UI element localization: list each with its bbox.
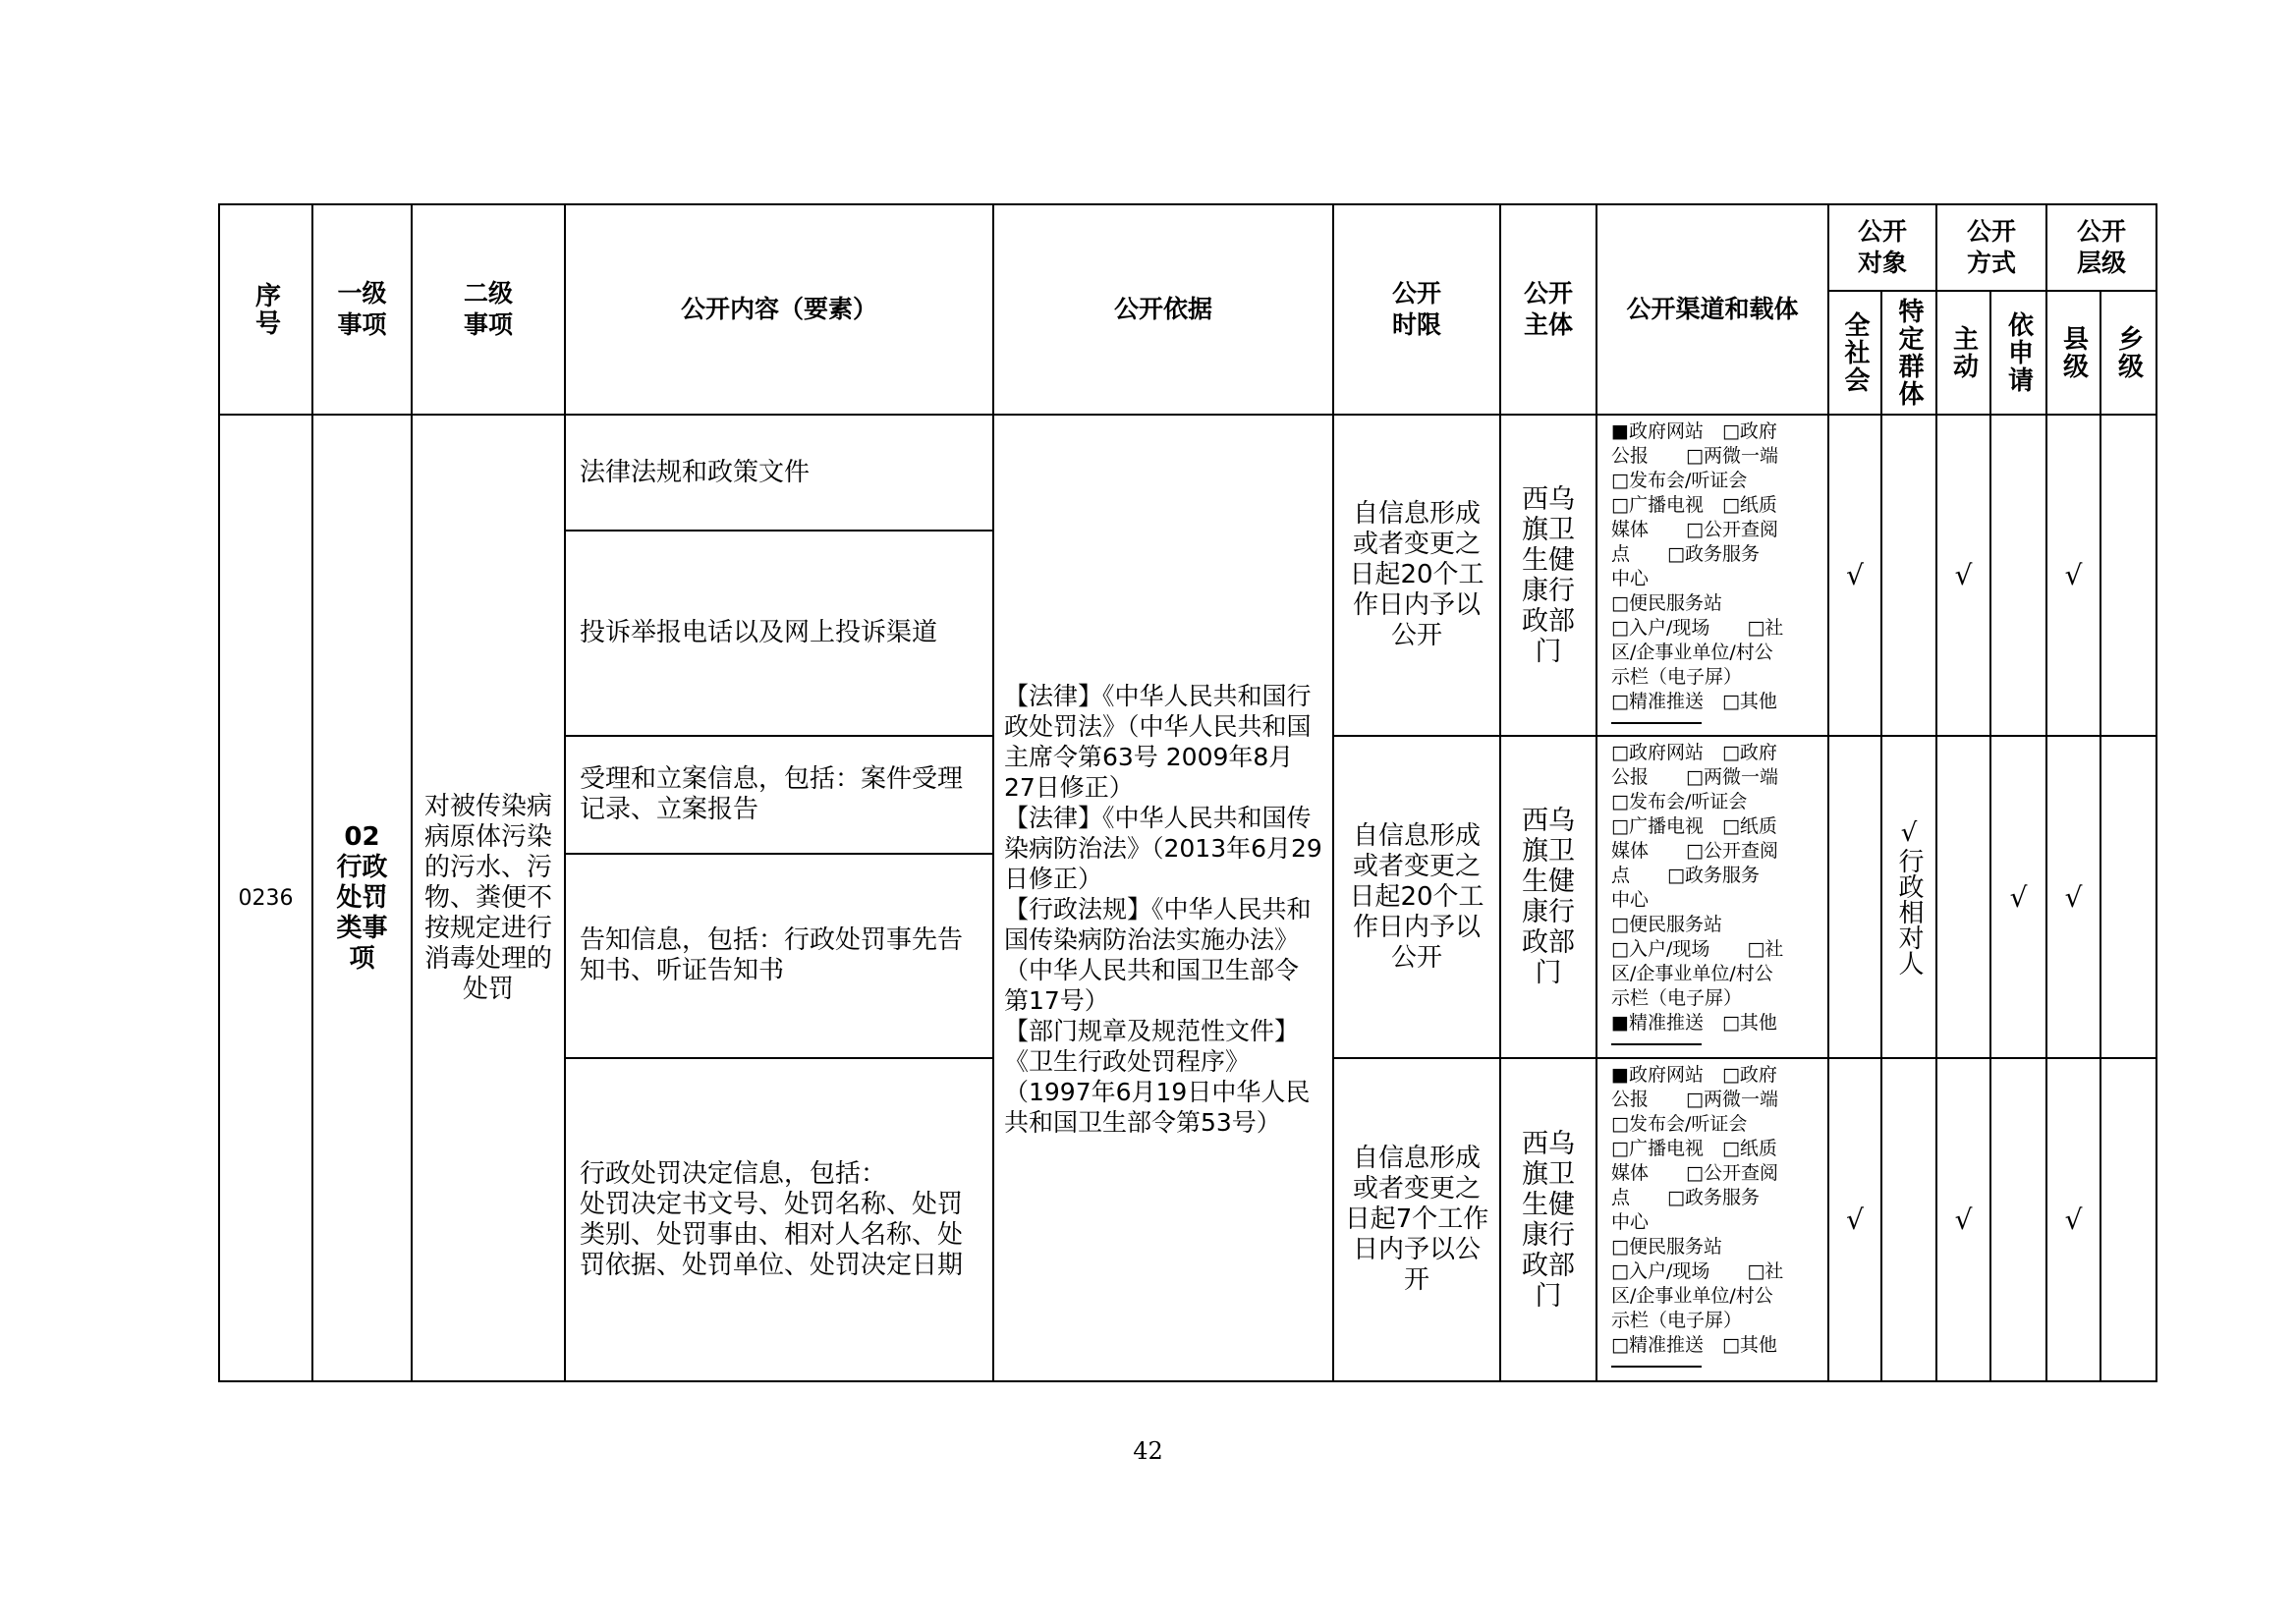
channel-option: 公报 □两微一端 (1611, 445, 1778, 467)
subject-1: 西乌旗卫生健康行政部门 (1500, 415, 1596, 736)
channel-option: □广播电视 □纸质 (1611, 1138, 1777, 1159)
header-method-active: 主动 (1936, 291, 1990, 415)
channel-option: 示栏（电子屏） (1611, 1310, 1743, 1331)
header-cat2: 二级事项 (412, 204, 565, 415)
content-item-3: 受理和立案信息，包括：案件受理记录、立案报告 (565, 736, 993, 854)
channel-option: □入户/现场 □社 (1611, 617, 1784, 639)
content-item-4: 告知信息，包括：行政处罚事先告知书、听证告知书 (565, 854, 993, 1058)
check-target-all-3: √ (1828, 1058, 1881, 1381)
check-target-specific-3 (1881, 1058, 1936, 1381)
channel-option: 区/企事业单位/村公 (1611, 642, 1773, 663)
header-cat1: 一级事项 (312, 204, 412, 415)
channel-option: □广播电视 □纸质 (1611, 815, 1777, 837)
check-county-1: √ (2046, 415, 2100, 736)
channel-option: □便民服务站 (1611, 1236, 1722, 1258)
basis-paragraph: 【法律】《中华人民共和国传染病防治法》（2013年6月29日修正） (1004, 804, 1322, 893)
header-target-all: 全社会 (1828, 291, 1881, 415)
row-seq: 0236 (219, 415, 312, 1381)
header-level-township: 乡级 (2100, 291, 2156, 415)
channel-option: □政府网站 □政府 (1611, 742, 1777, 763)
check-township-3 (2100, 1058, 2156, 1381)
channel-option: ■政府网站 □政府 (1611, 420, 1777, 442)
time-limit-3: 自信息形成或者变更之日起7个工作日内予以公开 (1333, 1058, 1500, 1381)
check-active-1: √ (1936, 415, 1990, 736)
channel-option: □精准推送 □其他 (1611, 691, 1777, 712)
content-item-1: 法律法规和政策文件 (565, 415, 993, 531)
check-request-2: √ (1990, 736, 2046, 1058)
header-seq: 序号 (219, 204, 312, 415)
time-limit-2: 自信息形成或者变更之日起20个工作日内予以公开 (1333, 736, 1500, 1058)
check-county-2: √ (2046, 736, 2100, 1058)
channel-option: □发布会/听证会 (1611, 470, 1748, 491)
channel-option: ■精准推送 □其他 (1611, 1012, 1777, 1034)
header-level-county: 县级 (2046, 291, 2100, 415)
basis-paragraph: 【法律】《中华人民共和国行政处罚法》（中华人民共和国主席令第63号 2009年8月27日修正） (1004, 682, 1312, 802)
header-content: 公开内容（要素） (565, 204, 993, 415)
row-basis (993, 415, 1333, 1381)
channel-underline (1611, 1366, 1702, 1368)
header-channel: 公开渠道和载体 (1596, 204, 1828, 415)
channel-option: 点 □政务服务 (1611, 865, 1760, 886)
content-item-2: 投诉举报电话以及网上投诉渠道 (565, 531, 993, 736)
channel-option: □精准推送 □其他 (1611, 1334, 1777, 1356)
header-subject: 公开主体 (1500, 204, 1596, 415)
content-item-5: 行政处罚决定信息，包括： 处罚决定书文号、处罚名称、处罚类别、处罚事由、相对人名称、处罚依据、处罚单位、处罚决定日期 (565, 1058, 993, 1381)
check-target-specific-1 (1881, 415, 1936, 736)
channel-option: □广播电视 □纸质 (1611, 494, 1777, 516)
header-method-request: 依申请 (1990, 291, 2046, 415)
channel-option: 媒体 □公开查阅 (1611, 840, 1778, 862)
channel-option: 公报 □两微一端 (1611, 766, 1778, 788)
channel-option: 区/企事业单位/村公 (1611, 1285, 1773, 1307)
channel-underline (1611, 722, 1702, 724)
check-request-3 (1990, 1058, 2046, 1381)
check-county-3: √ (2046, 1058, 2100, 1381)
channel-option: 点 □政务服务 (1611, 543, 1760, 565)
time-limit-1: 自信息形成或者变更之日起20个工作日内予以公开 (1333, 415, 1500, 736)
channel-option: 示栏（电子屏） (1611, 666, 1743, 688)
channel-option: 示栏（电子屏） (1611, 987, 1743, 1009)
check-township-2 (2100, 736, 2156, 1058)
channel-list-3 (1596, 1058, 1828, 1381)
basis-paragraph: 【行政法规】《中华人民共和国传染病防治法实施办法》（中华人民共和国卫生部令第17号） (1004, 895, 1312, 1015)
channel-option: 公报 □两微一端 (1611, 1089, 1778, 1110)
check-active-2 (1936, 736, 1990, 1058)
channel-list-1 (1596, 415, 1828, 736)
check-target-specific-2: √行政相对人 (1881, 736, 1936, 1058)
channel-option: 中心 (1611, 568, 1650, 589)
channel-option: □发布会/听证会 (1611, 791, 1748, 812)
channel-option: 媒体 □公开查阅 (1611, 519, 1778, 540)
channel-option: 媒体 □公开查阅 (1611, 1162, 1778, 1184)
row-cat1: 02 行政处罚类事项 (312, 415, 412, 1381)
header-target-specific: 特定群体 (1881, 291, 1936, 415)
header-level-group: 公开层级 (2046, 204, 2156, 291)
channel-underline (1611, 1043, 1702, 1045)
channel-list-2 (1596, 736, 1828, 1058)
channel-option: □发布会/听证会 (1611, 1113, 1748, 1135)
channel-option: □便民服务站 (1611, 914, 1722, 935)
channel-option: 中心 (1611, 1211, 1650, 1233)
channel-option: 点 □政务服务 (1611, 1187, 1760, 1208)
check-target-all-2 (1828, 736, 1881, 1058)
disclosure-table (218, 203, 2157, 1382)
channel-option: 区/企事业单位/村公 (1611, 963, 1773, 984)
channel-option: 中心 (1611, 889, 1650, 911)
header-target-group: 公开对象 (1828, 204, 1936, 291)
subject-2: 西乌旗卫生健康行政部门 (1500, 736, 1596, 1058)
channel-option: □便民服务站 (1611, 592, 1722, 614)
check-request-1 (1990, 415, 2046, 736)
channel-option: ■政府网站 □政府 (1611, 1064, 1777, 1086)
row-cat2: 对被传染病病原体污染的污水、污物、粪便不按规定进行消毒处理的处罚 (412, 415, 565, 1381)
subject-3: 西乌旗卫生健康行政部门 (1500, 1058, 1596, 1381)
header-method-group: 公开方式 (1936, 204, 2046, 291)
channel-option: □入户/现场 □社 (1611, 938, 1784, 960)
channel-option: □入户/现场 □社 (1611, 1260, 1784, 1282)
basis-paragraph: 【部门规章及规范性文件】《卫生行政处罚程序》（1997年6月19日中华人民共和国卫生部令第53号） (1004, 1017, 1311, 1137)
check-township-1 (2100, 415, 2156, 736)
page-number: 42 (1133, 1437, 1163, 1465)
header-time-limit: 公开时限 (1333, 204, 1500, 415)
header-basis: 公开依据 (993, 204, 1333, 415)
check-active-3: √ (1936, 1058, 1990, 1381)
check-target-all-1: √ (1828, 415, 1881, 736)
